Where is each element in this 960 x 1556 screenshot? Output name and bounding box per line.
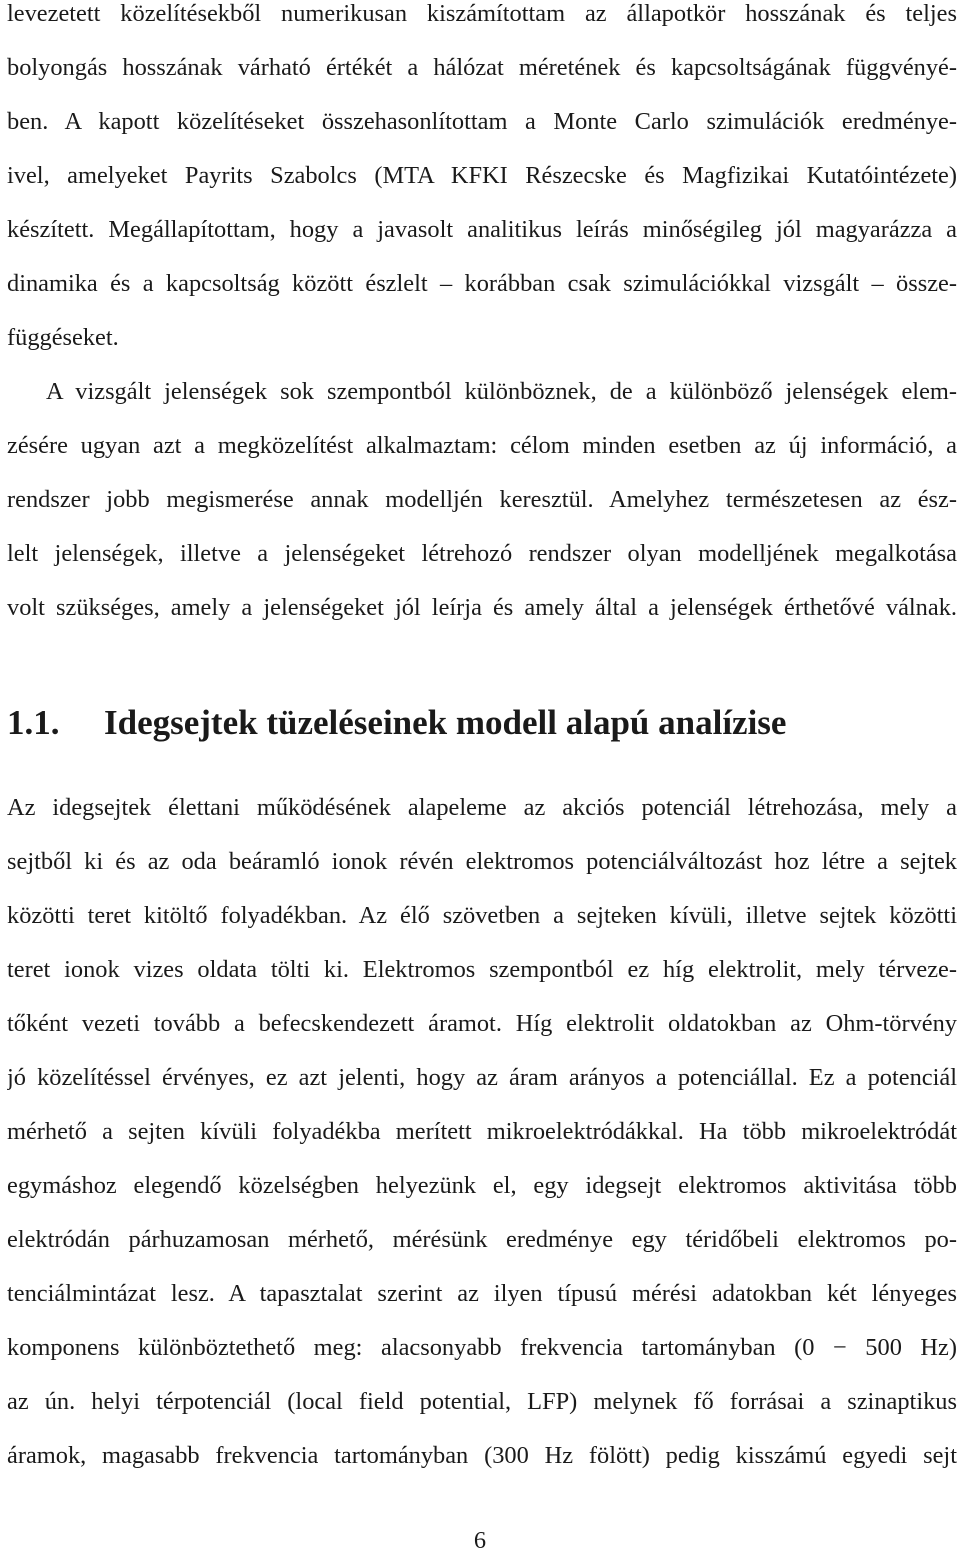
paragraph-1-line: levezetett közelítésekből numerikusan kiszámítottam az állapotkör hosszának és teljes [7, 0, 957, 27]
page-number: 6 [473, 1527, 487, 1554]
paragraph-3-line: közötti teret kitöltő folyadékban. Az élő szövetben a sejteken kívüli, illetve sejtek közötti [7, 902, 957, 929]
paragraph-3-line: áramok, magasabb frekvencia tartományban (300 Hz fölött) pedig kisszámú egyedi sejt [7, 1442, 957, 1469]
paragraph-1-line: készített. Megállapítottam, hogy a javasolt analitikus leírás minőségileg jól magyarázza a [7, 216, 957, 243]
paragraph-3-line: jó közelítéssel érvényes, ez azt jelenti, hogy az áram arányos a potenciállal. Ez a potenciál [7, 1064, 957, 1091]
paragraph-2-line: A vizsgált jelenségek sok szempontból különböznek, de a különböző jelenségek elem- [46, 378, 957, 405]
paragraph-1-line: dinamika és a kapcsoltság között észlelt – korábban csak szimulációkkal vizsgált – össze- [7, 270, 957, 297]
section-heading [7, 693, 957, 753]
paragraph-3-line: mérhető a sejten kívüli folyadékba merített mikroelektródákkal. Ha több mikroelektródát [7, 1118, 957, 1145]
paragraph-3-line: tőként vezeti tovább a befecskendezett áramot. Híg elektrolit oldatokban az Ohm-törvény [7, 1010, 957, 1037]
paragraph-2-line: rendszer jobb megismerése annak modelljén keresztül. Amelyhez természetesen az ész- [7, 486, 957, 513]
paragraph-1-line: függéseket. [7, 324, 119, 351]
paragraph-3-line: komponens különböztethető meg: alacsonyabb frekvencia tartományban (0 − 500 Hz) [7, 1334, 957, 1361]
paragraph-1-line: ivel, amelyeket Payrits Szabolcs (MTA KFKI Részecske és Magfizikai Kutatóintézete) [7, 162, 957, 189]
paragraph-1-line: ben. A kapott közelítéseket összehasonlítottam a Monte Carlo szimulációk eredménye- [7, 108, 957, 135]
paragraph-2-line: volt szükséges, amely a jelenségeket jól leírja és amely által a jelenségek érthetővé válnak. [7, 594, 957, 621]
paragraph-1-line: bolyongás hosszának várható értékét a hálózat méretének és kapcsoltságának függvényé- [7, 54, 957, 81]
paragraph-2-line: zésére ugyan azt a megközelítést alkalmaztam: célom minden esetben az új információ, a [7, 432, 957, 459]
paragraph-3-line: teret ionok vizes oldata tölti ki. Elektromos szempontból ez híg elektrolit, mely térveze- [7, 956, 957, 983]
section-number: 1.1. [7, 703, 60, 742]
paragraph-3-line: elektródán párhuzamosan mérhető, mérésünk eredménye egy téridőbeli elektromos po- [7, 1226, 957, 1253]
paragraph-3-line: egymáshoz elegendő közelségben helyezünk el, egy idegsejt elektromos aktivitása több [7, 1172, 957, 1199]
paragraph-2-line: lelt jelenségek, illetve a jelenségeket létrehozó rendszer olyan modelljének megalkotása [7, 540, 957, 567]
paragraph-3-line: sejtből ki és az oda beáramló ionok révén elektromos potenciálváltozást hoz létre a sejtek [7, 848, 957, 875]
paragraph-3-line: az ún. helyi térpotenciál (local field potential, LFP) melynek fő forrásai a szinaptikus [7, 1388, 957, 1415]
section-title: Idegsejtek tüzeléseinek modell alapú analízise [104, 703, 787, 742]
paragraph-3-line: Az idegsejtek élettani működésének alapeleme az akciós potenciál létrehozása, mely a [7, 794, 957, 821]
paragraph-3-line: tenciálmintázat lesz. A tapasztalat szerint az ilyen típusú mérési adatokban két lényeges [7, 1280, 957, 1307]
